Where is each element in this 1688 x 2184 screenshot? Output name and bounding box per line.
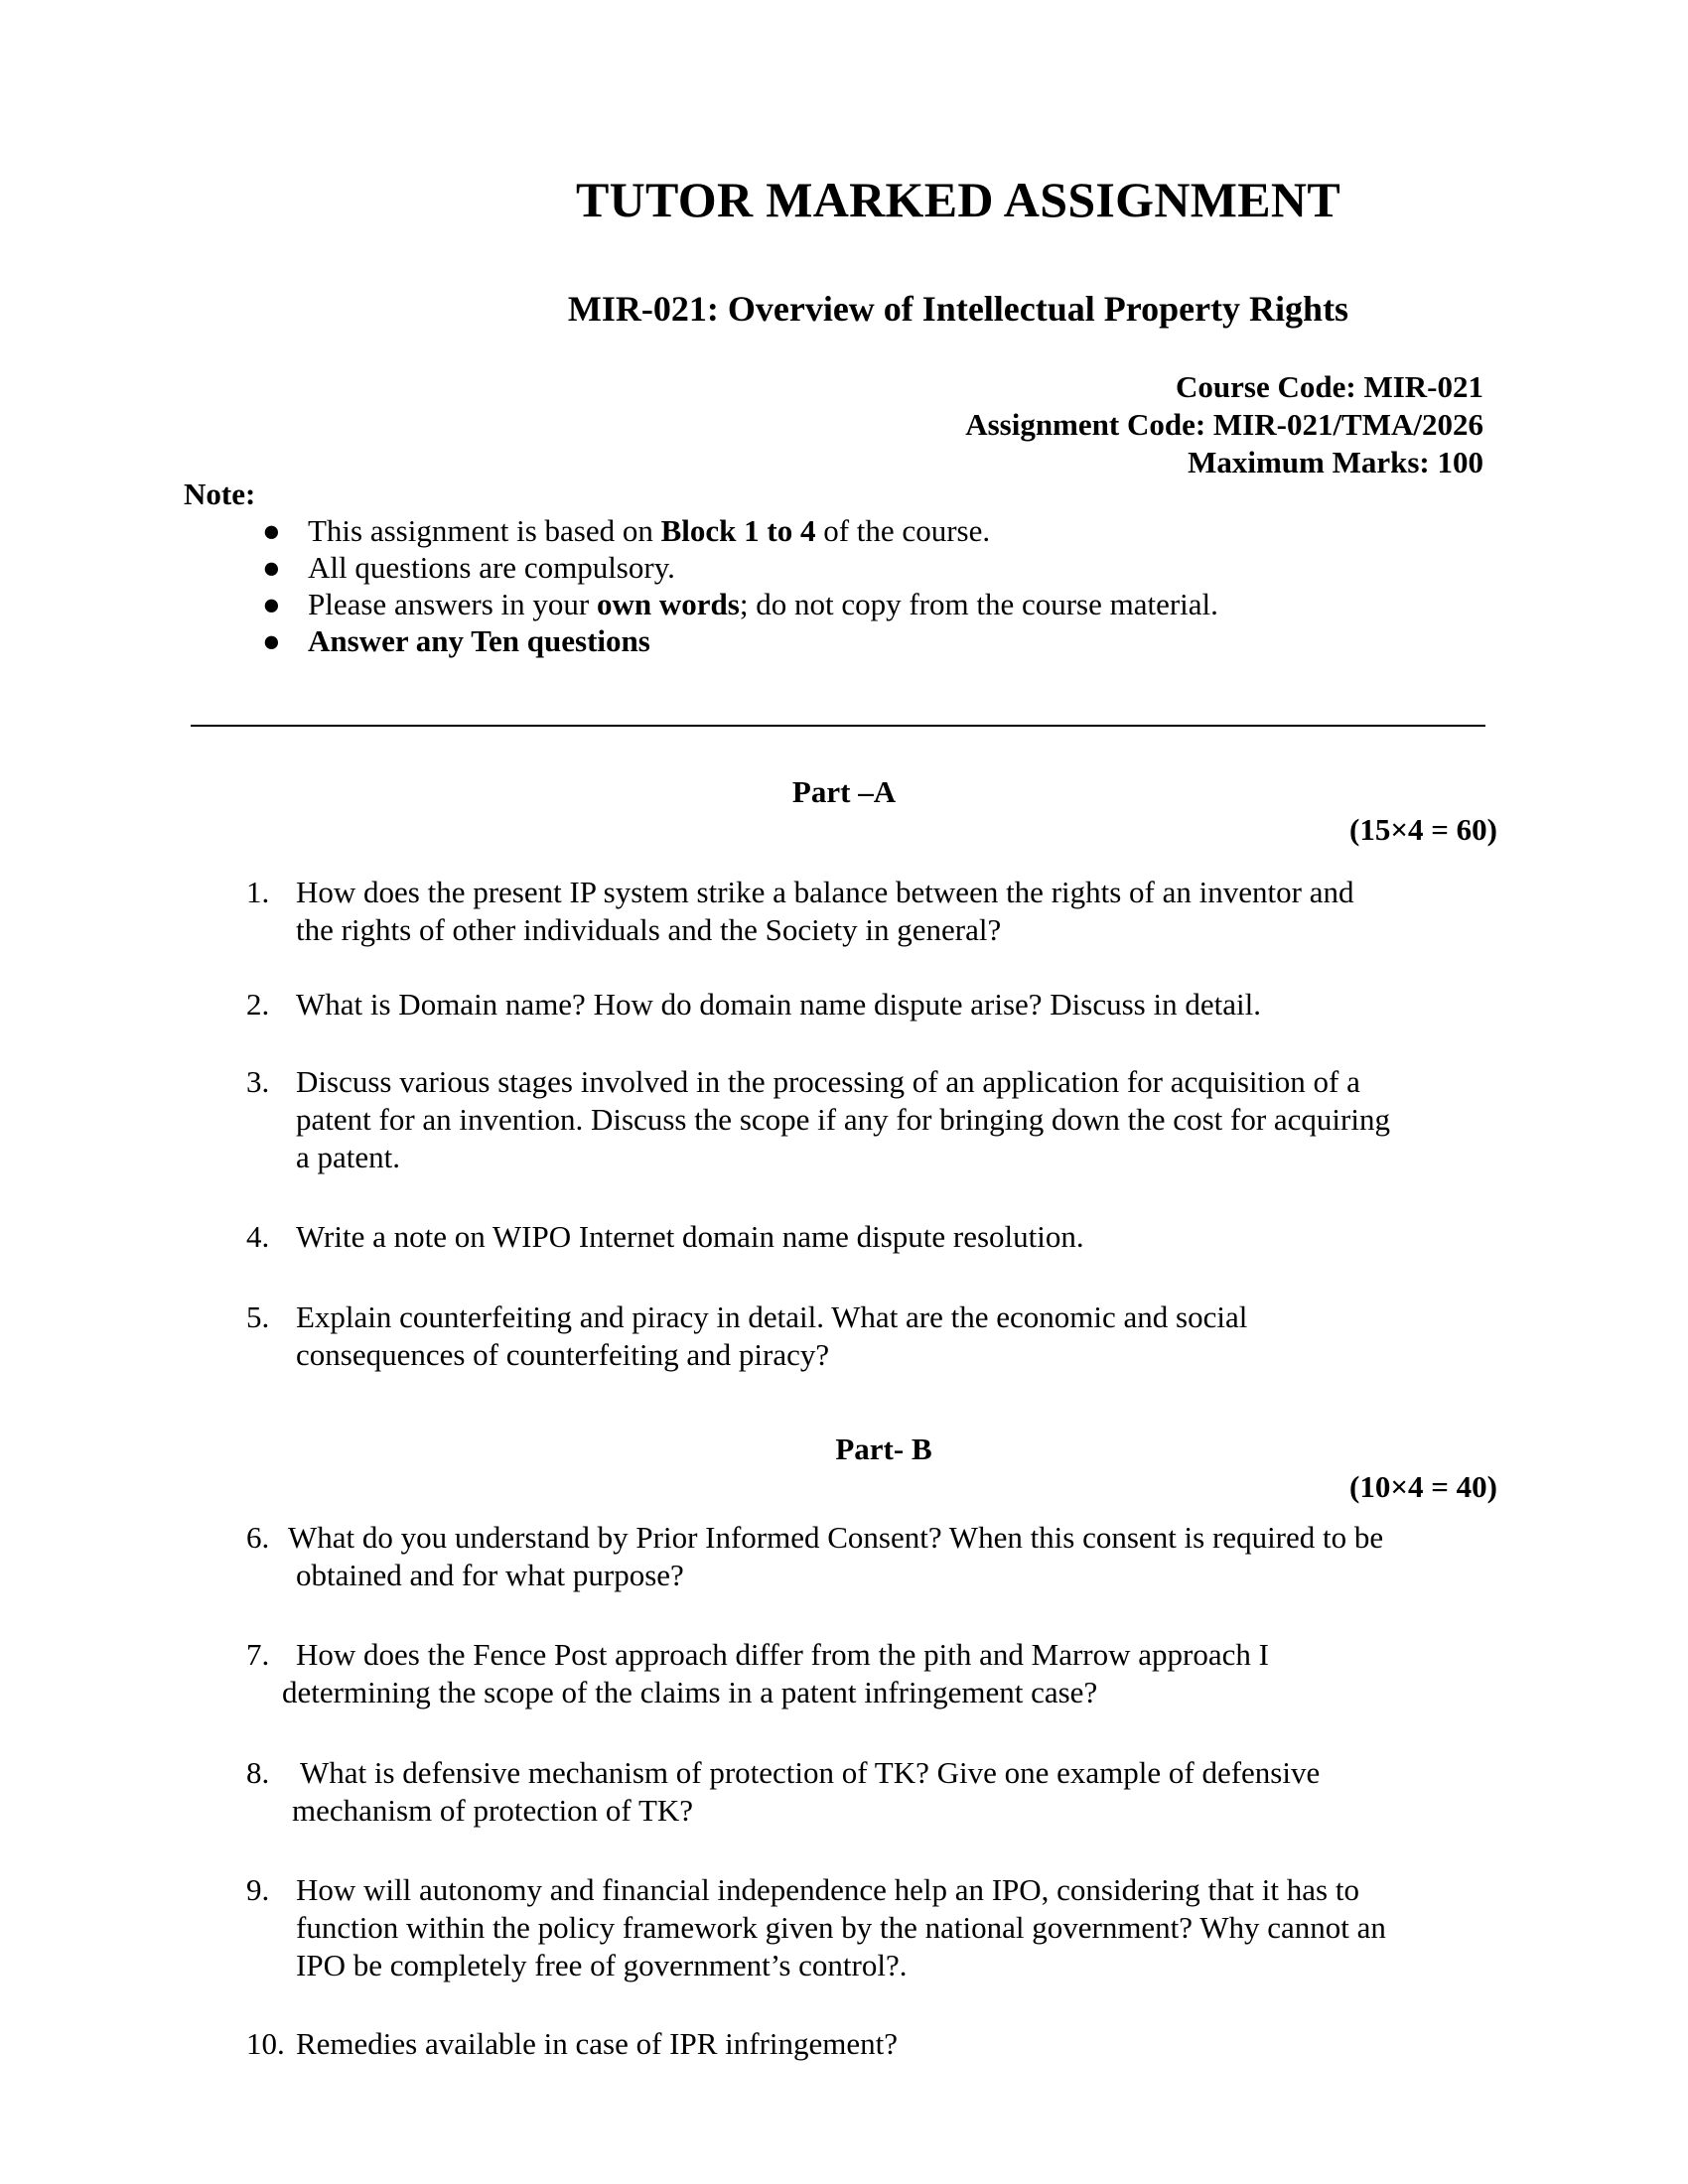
course-subtitle: MIR-021: Overview of Intellectual Property Rights	[567, 289, 1349, 329]
question-8: 8. What is defensive mechanism of protection of TK? Give one example of defensive mechanism of protection of TK?	[246, 1755, 1321, 1828]
horizontal-divider	[191, 725, 1485, 727]
bullet-icon: ●	[262, 513, 281, 548]
note-item: ● Answer any Ten questions	[262, 623, 650, 658]
note-list	[262, 512, 1218, 659]
question-7: 7. How does the Fence Post approach differ from the pith and Marrow approach I determining the scope of the claims in a patent infringement case?	[246, 1637, 1269, 1709]
assignment-code: Assignment Code: MIR-021/TMA/2026	[965, 407, 1483, 442]
question-10: 10. Remedies available in case of IPR infringement?	[246, 2026, 899, 2061]
note-item: ● Please answers in your own words; do not copy from the course material.	[262, 587, 1218, 621]
page-title: TUTOR MARKED ASSIGNMENT	[576, 172, 1340, 227]
question-9: 9. How will autonomy and financial independence help an IPO, considering that it has to function within the policy framework given by the national government? Why cannot an IPO be completely free of government’s control?.	[246, 1872, 1386, 1982]
question-1: 1. How does the present IP system strike a balance between the rights of an inventor and the rights of other individuals and the Society in general?	[246, 875, 1354, 947]
course-code: Course Code: MIR-021	[1176, 369, 1483, 404]
note-label: Note:	[184, 477, 256, 511]
note-item: ● This assignment is based on Block 1 to 4 of the course.	[262, 513, 991, 548]
note-item: ● All questions are compulsory.	[262, 550, 675, 585]
bullet-icon: ●	[262, 550, 281, 585]
maximum-marks: Maximum Marks: 100	[1188, 445, 1483, 479]
bullet-icon: ●	[262, 623, 281, 658]
part-b-title: Part- B	[835, 1432, 932, 1466]
question-3: 3. Discuss various stages involved in the processing of an application for acquisition of a patent for an invention. Discuss the scope if any for bringing down the cost for acquiring a patent.	[246, 1064, 1390, 1174]
question-4: 4. Write a note on WIPO Internet domain name dispute resolution.	[246, 1219, 1084, 1254]
part-a-marks: (15×4 = 60)	[1349, 812, 1497, 847]
part-a-title: Part –A	[791, 774, 897, 809]
bullet-icon: ●	[262, 587, 281, 621]
part-b-marks: (10×4 = 40)	[1349, 1469, 1497, 1504]
question-2: 2. What is Domain name? How do domain name dispute arise? Discuss in detail.	[246, 987, 1261, 1022]
question-6: 6. What do you understand by Prior Informed Consent? When this consent is required to be obtained and for what purpose?	[246, 1520, 1384, 1592]
question-5: 5. Explain counterfeiting and piracy in detail. What are the economic and social consequences of counterfeiting and piracy?	[246, 1299, 1248, 1372]
